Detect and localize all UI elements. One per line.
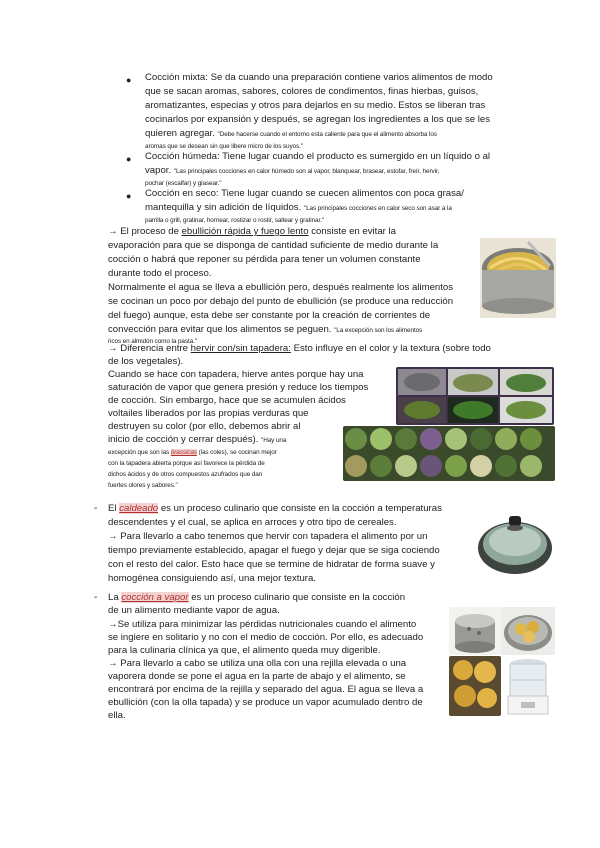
tapadera-l2: de los vegetales). [108,356,184,367]
ebullicion-l7: del fuego) aunque, esta debe ser constante por la creación de corrientes de [108,310,431,321]
seco-l2b: "Las principales cocciones en calor seco son asar a la [303,205,452,212]
tapadera-l8 [108,434,286,448]
humeda-l3: pochar (escalfar) y glasear." [145,180,222,187]
tapadera-l1-post: Esto influye en el color y la textura (sobre todo [290,343,491,354]
humeda-l2a: vapor. [145,165,172,176]
mixta-l5b: "Debe hacerse cuando el entorno esta caliente para que el alimento absorba los [217,131,437,138]
tapadera-l10: con la tapadera abierta porque así favorece la pérdida de [108,460,265,467]
photo-electric-steamer [501,656,555,720]
ebullicion-l5: Normalmente el agua se lleva a ebullición pero, después realmente los alimentos [108,282,454,293]
tapadera-l11: dichos ácidos y de otros compuestos azufrados que dan [108,471,263,478]
seco-l2 [145,202,452,216]
tapadera-l4: saturación de vapor que genera presión y reduce los tiempos [108,382,369,393]
humeda-l2 [145,165,439,179]
caldeado-highlight: caldeado [119,503,159,514]
vapor-l10: ella. [108,710,126,721]
ebullicion-l2: evaporación para que se disponga de cantidad suficiente de medio durante la [108,240,439,251]
ebullicion-l3: cocción o habrá que reponer su pérdida para tener un volumen constante [108,254,421,265]
ebullicion-l9: ricos en almidón como la pasta." [108,338,197,345]
brassicas-link: brassicas [170,449,197,456]
ebullicion-l1 [108,226,396,239]
photo-pasta-pot [480,238,556,318]
ebullicion-l1-post: consiste en evitar la [308,226,397,237]
tapadera-l1-pre: → Diferencia entre [108,343,191,354]
caldeado-l6: homogénea consiguiendo así, una mejor textura. [108,573,316,584]
tapadera-link: hervir con/sin tapadera: [190,343,291,354]
vapor-l2: de un alimento mediante vapor de agua. [108,605,280,616]
photo-brassicas-grid [343,426,555,481]
seco-l2a: mantequilla y sin adición de líquidos. [145,202,302,213]
caldeado-l3: → Para llevarlo a cabo tenemos que hervir con tapadera el alimento por un [108,531,428,542]
vapor-l4: se ingiere en solitario y no con el medio de cocción. Por ello, es adecuado [108,632,424,643]
bullet-humeda: ● [126,154,132,164]
ebullicion-link: ebullición rápida y fuego lento [181,226,309,237]
ebullicion-l1-pre: → El proceso de [108,226,182,237]
seco-l3: parrilla o grill, gratinar, hornear, rostizar o rostir, saltear y gratinar." [145,217,325,224]
caldeado-l5: con el resto del calor. Esto hace que se termine de hidratar de forma suave y [108,559,435,570]
caldeado-l1 [108,503,442,516]
vapor-l1-post: es un proceso culinario que consiste en la cocción [188,592,406,603]
vapor-l1-pre: La [108,592,122,603]
humeda-l1: Cocción húmeda: Tiene lugar cuando el producto es sumergido en un líquido o al [145,151,491,162]
dash-caldeado: - [94,503,98,514]
tapadera-l9a: excepción que son las [108,449,171,456]
mixta-l2: que se sacan aromas, sabores, colores de condimentos, finas hierbas, guisos, [145,86,479,97]
photo-steamed-potatoes-pot [501,607,555,655]
mixta-l5a: quieren agregar. [145,128,215,139]
vapor-l8: encontrará por encima de la rejilla y separado del agua. El agua se lleva a [108,684,424,695]
tapadera-l6: voltailes liberados por las propias verduras que [108,408,309,419]
mixta-l5 [145,128,437,142]
tapadera-l3: Cuando se hace con tapadera, hierve antes porque hay una [108,369,364,380]
vapor-highlight: cocción a vapor [121,592,189,603]
humeda-l2b: "Las principales cocciones en calor húmedo son al vapor, blanquear, brasear, estofar, freír, hervir, [173,168,440,175]
photo-steamer-basket [449,607,501,655]
tapadera-l9b: (las coles), se cocinan mejor [196,449,277,456]
mixta-l4: cocinarlos por expansión y después, se agregan los ingredientes a los que se les [145,114,491,125]
mixta-l3: aromatizantes, especias y otros para dejarlos en su medio. Estos se liberan tras [145,100,486,111]
ebullicion-l8b: "La excepción son los alimentos [334,327,423,334]
vapor-l7: vaporera donde se pone el agua en la parte de abajo y el alimento, se [108,671,406,682]
ebullicion-l4: durante todo el proceso. [108,268,212,279]
vapor-l6: → Para llevarlo a cabo se utiliza una olla con una rejilla elevada o una [108,658,407,669]
tapadera-l7: destruyen su color (por ello, debemos abrir al [108,421,301,432]
photo-lidded-pot [476,508,554,580]
caldeado-l1-post: es un proceso culinario que consiste en la cocción a temperaturas [158,503,442,514]
seco-l1: Cocción en seco: Tiene lugar cuando se cuecen alimentos con poca grasa/ [145,188,464,199]
vapor-l5: para la culinaria clínica ya que, el alimento queda muy digerible. [108,645,381,656]
photo-potatoes [449,656,501,716]
tapadera-l12: fuertes olores y sabores." [108,482,178,489]
mixta-l6: aromas que se desean sin que libere micro de los suyos." [145,143,303,150]
tapadera-l5: de cocción. Sin embargo, hace que se acumulen ácidos [108,395,346,406]
bullet-mixta: ● [126,75,132,85]
tapadera-l8a: inicio de cocción y cerrar después). [108,434,259,445]
bullet-seco: ● [126,191,132,201]
vapor-l1 [108,592,405,605]
ebullicion-l6: se cocinan un poco por debajo del punto de ebullición (se produce una reducción [108,296,454,307]
dash-vapor: - [94,592,98,603]
mixta-l1: Cocción mixta: Se da cuando una preparación contiene varios alimentos de modo [145,72,493,83]
tapadera-l8b: "Hay una [261,437,287,444]
photo-vegetables-comparison [396,367,554,425]
vapor-l3: →Se utiliza para minimizar las pérdidas nutricionales cuando el alimento [108,619,417,630]
caldeado-l2: descendentes y el cual, se aplica en arroces y otro tipo de cereales. [108,517,397,528]
vapor-l9: ebullición (con la olla tapada) y se produce un vapor acumulado dentro de [108,697,423,708]
caldeado-l1-pre: El [108,503,120,514]
tapadera-l1 [108,343,491,356]
ebullicion-l8a: convección para evitar que los alimentos se peguen. [108,324,332,335]
caldeado-l4: tiempo previamente establecido, apagar el fuego y dejar que se siga cociendo [108,545,440,556]
